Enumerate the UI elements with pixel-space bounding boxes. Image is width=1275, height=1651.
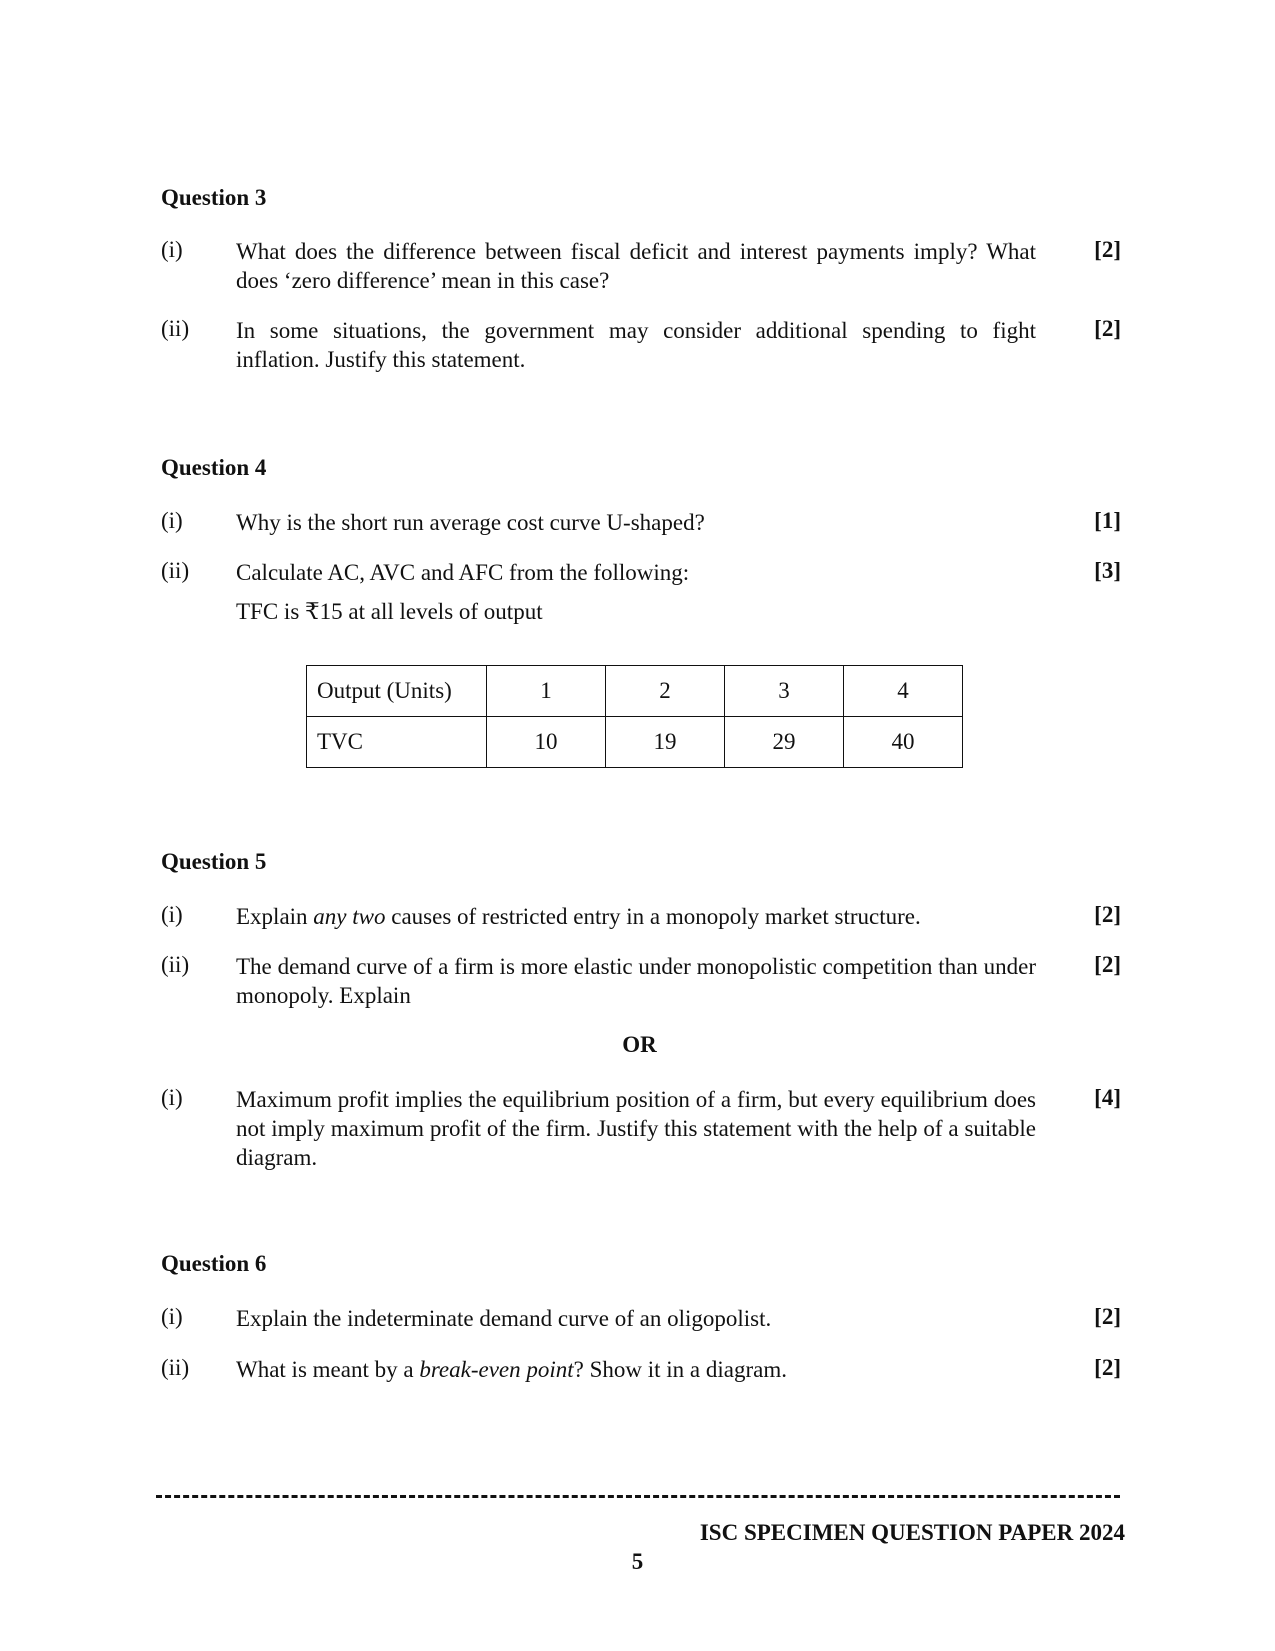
table-cell: 29	[725, 717, 844, 768]
marks: [2]	[1094, 1355, 1121, 1380]
table-header-cell: TVC	[307, 717, 487, 768]
marks: [1]	[1094, 508, 1121, 533]
page-number: 5	[631, 1549, 644, 1574]
question-4-title: Question 4	[161, 455, 267, 480]
part-number: (i)	[161, 902, 183, 927]
part-text: The demand curve of a firm is more elastic under monopolistic competition than under monopoly. Explain	[236, 954, 1036, 1008]
marks: [2]	[1094, 237, 1121, 262]
table-row	[307, 666, 963, 717]
part-text: In some situations, the government may consider additional spending to fight inflation. Justify this statement.	[236, 318, 1036, 372]
marks: [3]	[1094, 558, 1121, 583]
part-number: (ii)	[161, 558, 190, 583]
part-number: (ii)	[161, 316, 190, 341]
marks: [2]	[1094, 316, 1121, 341]
part-text: What is meant by a break-even point? Show it in a diagram.	[236, 1357, 788, 1382]
table-cell: 4	[844, 666, 963, 717]
or-separator: OR	[622, 1032, 657, 1057]
emphasis: break-even point	[419, 1357, 574, 1382]
part-number: (i)	[161, 1085, 183, 1110]
question-3-title: Question 3	[161, 185, 267, 210]
part-number: (i)	[161, 237, 183, 262]
table-cell: 3	[725, 666, 844, 717]
table-cell: 19	[606, 717, 725, 768]
question-6-title: Question 6	[161, 1251, 267, 1276]
part-number: (ii)	[161, 952, 190, 977]
table-cell: 40	[844, 717, 963, 768]
table-cell: 10	[487, 717, 606, 768]
footer-divider	[156, 1495, 1120, 1498]
tfc-note: TFC is ₹15 at all levels of output	[236, 599, 543, 624]
part-number: (i)	[161, 1304, 183, 1329]
part-text: Explain any two causes of restricted entry in a monopoly market structure.	[236, 904, 921, 929]
part-text: Maximum profit implies the equilibrium position of a firm, but every equilibrium does not imply maximum profit of the firm. Justify this statement with the help of a suitable diagram.	[236, 1087, 1036, 1170]
part-text: Explain the indeterminate demand curve of an oligopolist.	[236, 1306, 772, 1331]
marks: [2]	[1094, 952, 1121, 977]
footer-title: ISC SPECIMEN QUESTION PAPER 2024	[699, 1520, 1125, 1545]
table-header-cell: Output (Units)	[307, 666, 487, 717]
part-number: (ii)	[161, 1355, 190, 1380]
emphasis: any two	[313, 904, 386, 929]
question-5-title: Question 5	[161, 849, 267, 874]
marks: [2]	[1094, 1304, 1121, 1329]
table-row	[307, 717, 963, 768]
part-text: Why is the short run average cost curve U-shaped?	[236, 510, 705, 535]
output-tvc-table	[306, 665, 963, 768]
marks: [4]	[1094, 1085, 1121, 1110]
marks: [2]	[1094, 902, 1121, 927]
table-cell: 2	[606, 666, 725, 717]
part-text: What does the difference between fiscal deficit and interest payments imply? What does ‘zero difference’ mean in this case?	[236, 239, 1036, 293]
table-cell: 1	[487, 666, 606, 717]
part-number: (i)	[161, 508, 183, 533]
part-text: Calculate AC, AVC and AFC from the following:	[236, 560, 690, 585]
